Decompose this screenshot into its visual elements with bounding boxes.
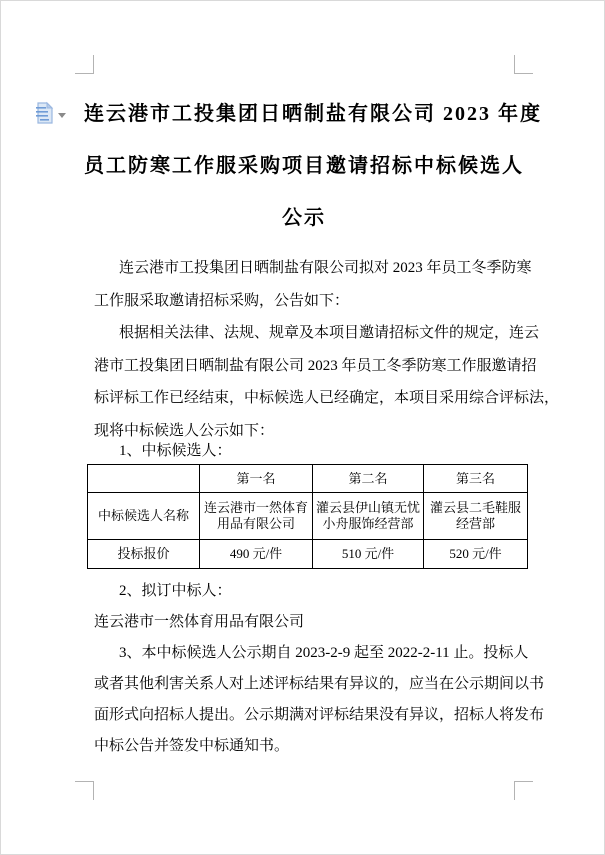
candidate-name-first: 连云港市一然体育用品有限公司 bbox=[200, 493, 313, 540]
table-row-candidate-names bbox=[88, 493, 528, 540]
chevron-down-icon bbox=[58, 113, 66, 118]
paste-options-button[interactable] bbox=[35, 101, 71, 127]
body-upper-paragraphs bbox=[94, 252, 560, 447]
winner-name-text: 连云港市一然体育用品有限公司 bbox=[94, 614, 305, 630]
bid-price-first: 490 元/件 bbox=[200, 540, 313, 569]
crop-mark-top-left bbox=[75, 55, 94, 74]
paragraph-2-line: 现将中标候选人公示如下： bbox=[94, 422, 275, 439]
paragraph-3-line: 或者其他利害关系人对上述评标结果有异议的，应当在公示期间以书 bbox=[94, 676, 545, 692]
body-lower-paragraphs bbox=[94, 576, 545, 762]
crop-mark-top-right bbox=[514, 55, 533, 74]
document-title bbox=[84, 88, 542, 244]
paragraph-3-line: 3、本中标候选人公示期自 2023-2-9 起至 2022-2-11 止。投标人 bbox=[119, 645, 529, 661]
crop-mark-bottom-right bbox=[514, 781, 533, 800]
document-title-line: 连云港市工投集团日晒制盐有限公司 2023 年度 bbox=[84, 103, 542, 125]
paragraph-3-line: 面形式向招标人提出。公示期满对评标结果没有异议，招标人将发布 bbox=[94, 707, 545, 723]
candidates-table bbox=[87, 464, 528, 569]
candidate-name-third: 灌云县二毛鞋服经营部 bbox=[424, 493, 528, 540]
paragraph-2-line: 标评标工作已经结束，中标候选人已经确定，本项目采用综合评标法， bbox=[94, 390, 560, 406]
bid-price-second: 510 元/件 bbox=[313, 540, 424, 569]
bid-price-third: 520 元/件 bbox=[424, 540, 528, 569]
table-header-cell-second: 第二名 bbox=[313, 465, 424, 493]
table-header-cell-empty bbox=[88, 465, 200, 493]
document-title-line: 公示 bbox=[282, 207, 326, 229]
candidate-name-second: 灌云县伊山镇无忧小舟服饰经营部 bbox=[313, 493, 424, 540]
table-row-bid-prices bbox=[88, 540, 528, 569]
paragraph-1-line: 工作服采取邀请招标采购，公告如下： bbox=[94, 292, 350, 309]
crop-mark-bottom-left bbox=[75, 781, 94, 800]
paragraph-3-line: 中标公告并签发中标通知书。 bbox=[94, 738, 290, 754]
list-item-candidates bbox=[94, 439, 514, 463]
paragraph-2-line: 港市工投集团日晒制盐有限公司 2023 年员工冬季防寒工作服邀请招 bbox=[94, 357, 537, 374]
list-item-2-text: 2、拟订中标人： bbox=[119, 583, 232, 599]
table-header-row bbox=[88, 465, 528, 493]
paragraph-1-line: 连云港市工投集团日晒制盐有限公司拟对 2023 年员工冬季防寒 bbox=[119, 260, 532, 276]
row-label-candidate-name: 中标候选人名称 bbox=[88, 493, 200, 540]
table-header-cell-first: 第一名 bbox=[200, 465, 313, 493]
document-title-line: 员工防寒工作服采购项目邀请招标中标候选人 bbox=[84, 155, 524, 177]
table-header-cell-third: 第三名 bbox=[424, 465, 528, 493]
list-item-1-text: 1、中标候选人： bbox=[119, 443, 232, 459]
row-label-bid-price: 投标报价 bbox=[88, 540, 200, 569]
paragraph-2-line: 根据相关法律、法规、规章及本项目邀请招标文件的规定，连云 bbox=[119, 325, 540, 341]
